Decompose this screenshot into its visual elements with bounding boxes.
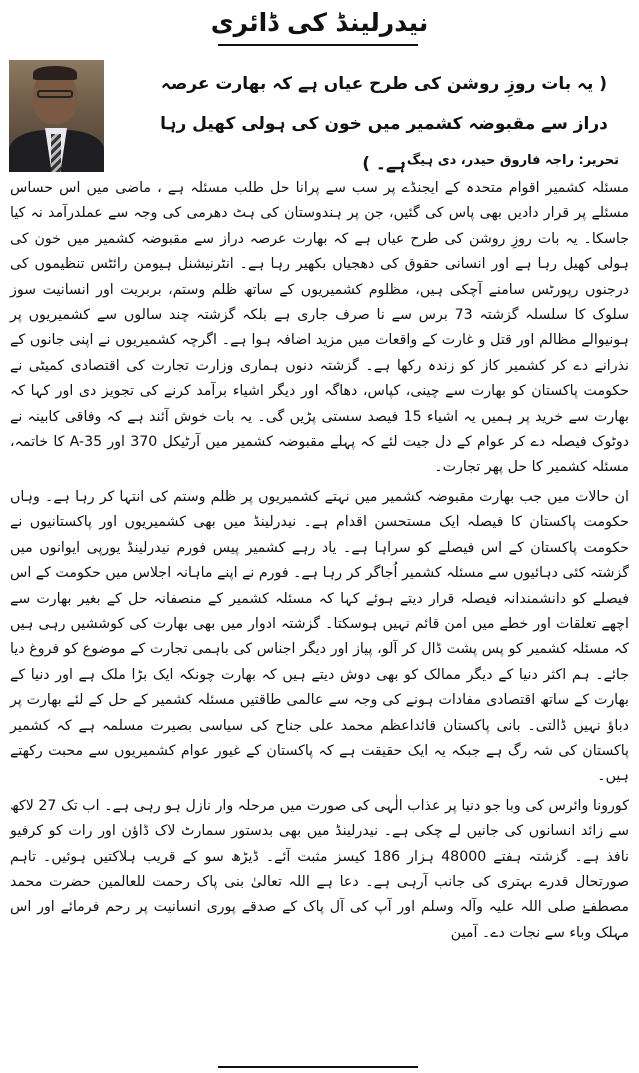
article-body [10, 176, 629, 950]
intro-line-2: دراز سے مقبوضہ کشمیر میں خون کی ہولی کھیل رہا ہے۔ ) [160, 114, 608, 174]
author-byline: تحریر: راجہ فاروق حیدر، دی ہیگ۔ [399, 153, 619, 168]
paragraph-1: مسئلہ کشمیر اقوام متحدہ کے ایجنڈے پر سب سے پرانا حل طلب مسئلہ ہے ، ماضی میں اس حساس مسئلے پر قرار دادیں بھی پاس کی گئیں، جن پر ہندوستان کی ہٹ دھرمی کی وجہ سے عملدرآمد نہ کیا جاسکا۔ یہ بات روزِ روشن کی طرح عیاں ہے کہ بھارت عرصہ دراز سے مقبوضہ کشمیر میں خون کی ہولی کھیل رہا ہے اور انسانی حقوق کی دھجیاں بکھیر رہا ہے۔ انٹرنیشنل ہیومن رائٹس تنظیموں کی درجنوں رپورٹس سامنے آچکی ہیں، مظلوم کشمیریوں کے ساتھ ظلم وستم، بربریت اور انسانیت سوز سلوک کا سلسلہ گزشتہ 73 برس سے نا صرف جاری ہے بلکہ گزشتہ چند سالوں سے کشمیریوں پر ہونیوالے مظالم اور قتل و غارت کے واقعات میں مزید اضافہ ہوا ہے۔ اگرچہ کشمیریوں نے اپنی جانوں کے نذرانے دے کر کشمیر کاز کو زندہ رکھا ہے۔ گزشتہ دنوں ہماری وزارت تجارت کی اقتصادی کمیٹی نے حکومت پاکستان کو بھارت سے چینی، کپاس، دھاگہ اور دیگر اشیاء برآمد کرنے کی تجویز دی اور کہا کہ بھارت سے خرید پر ہمیں یہ اشیاء 15 فیصد سستی پڑیں گی۔ یہ بات خوش آئند ہے کہ وفاقی کابینہ نے دوٹوک فیصلہ دے کر عوام کے دل جیت لئے کہ پہلے مقبوضہ کشمیر میں آرٹیکل 370 اور A-35 کا خاتمہ، مسئلہ کشمیر کا حل پھر تجارت۔ [10, 180, 629, 476]
intro-line-1: ( یہ بات روزِ روشن کی طرح عیاں ہے کہ بھارت عرصہ [160, 74, 608, 94]
author-photo [9, 60, 104, 172]
paragraph-3: کورونا وائرس کی وبا جو دنیا پر عذاب الٰہی کی صورت میں مرحلہ وار نازل ہو رہی ہے۔ اب تک 27 لاکھ سے زائد انسانوں کی جانیں لے چکی ہے۔ نیدرلینڈ میں بھی بدستور سمارٹ لاک ڈاؤن اور رات کو کرفیو نافذ ہے۔ گزشتہ ہفتے 48000 ہزار 186 کیسز مثبت آئے۔ ڈیڑھ سو کے قریب ہلاکتیں ہوئیں۔ تاہم صورتحال قدرے بہتری کی جانب آرہی ہے۔ دعا ہے اللہ تعالیٰ بنی پاک رحمت للعالمین حضرت محمد مصطفےٰ صلی اللہ علیہ وآلہ وسلم اور آپ کی آل پاک کے صدقے پوری انسانیت پر رحم فرمائے اور اس مہلک وباء سے نجات دے۔ آمین [10, 797, 629, 941]
paragraph-2: ان حالات میں جب بھارت مقبوضہ کشمیر میں نہتے کشمیریوں پر ظلم وستم کی انتہا کر رہا ہے۔ وہاں حکومت پاکستان کا فیصلہ ایک مستحسن اقدام ہے۔ نیدرلینڈ میں بھی کشمیریوں اور پاکستانیوں نے حکومت پاکستان کے اس فیصلے کو سراہا ہے۔ یاد رہے کشمیر پیس فورم نیدرلینڈ یورپی ایوانوں میں گزشتہ کئی دہائیوں سے مسئلہ کشمیر اُجاگر کر رہا ہے۔ فورم نے اپنے ماہانہ اجلاس میں حکومت کے اس فیصلے کو دانشمندانہ فیصلہ قرار دیتے ہوئے کہا کہ مسئلہ کشمیر کے منصفانہ حل کے بغیر بھارت سے اچھے تعلقات اور خطے میں امن قائم نہیں ہوسکتا۔ گزشتہ ادوار میں بھی بھارت کی کوششیں رہی ہیں کہ مسئلہ کشمیر کو پس پشت ڈال کر آلو، پیاز اور دیگر اجناس کی باہمی تجارت کے موضوع کو فروغ دیا جائے۔ ہم اکثر دنیا کے دیگر ممالک کو بھی دوش دیتے ہیں کہ بھارت چونکہ ایک بڑا ملک ہے اور دنیا کے بھارت کے ساتھ اقتصادی مفادات ہونے کی وجہ سے عالمی طاقتیں مسئلہ کشمیر کے حل کے لئے بھارت پر دباؤ نہیں ڈالتی۔ بانی پاکستان قائداعظم محمد علی جناح کی سیاسی بصیرت مسلمہ ہے کہ کشمیر پاکستان کی شہ رگ ہے جبکہ یہ ایک حقیقت ہے کہ پاکستان کے غیور عوام کشمیریوں سے محبت رکھتے ہیں۔ [10, 488, 629, 785]
page-title: نیدرلینڈ کی ڈائری [210, 8, 429, 37]
title-underline [218, 44, 418, 46]
end-divider [218, 1066, 418, 1068]
